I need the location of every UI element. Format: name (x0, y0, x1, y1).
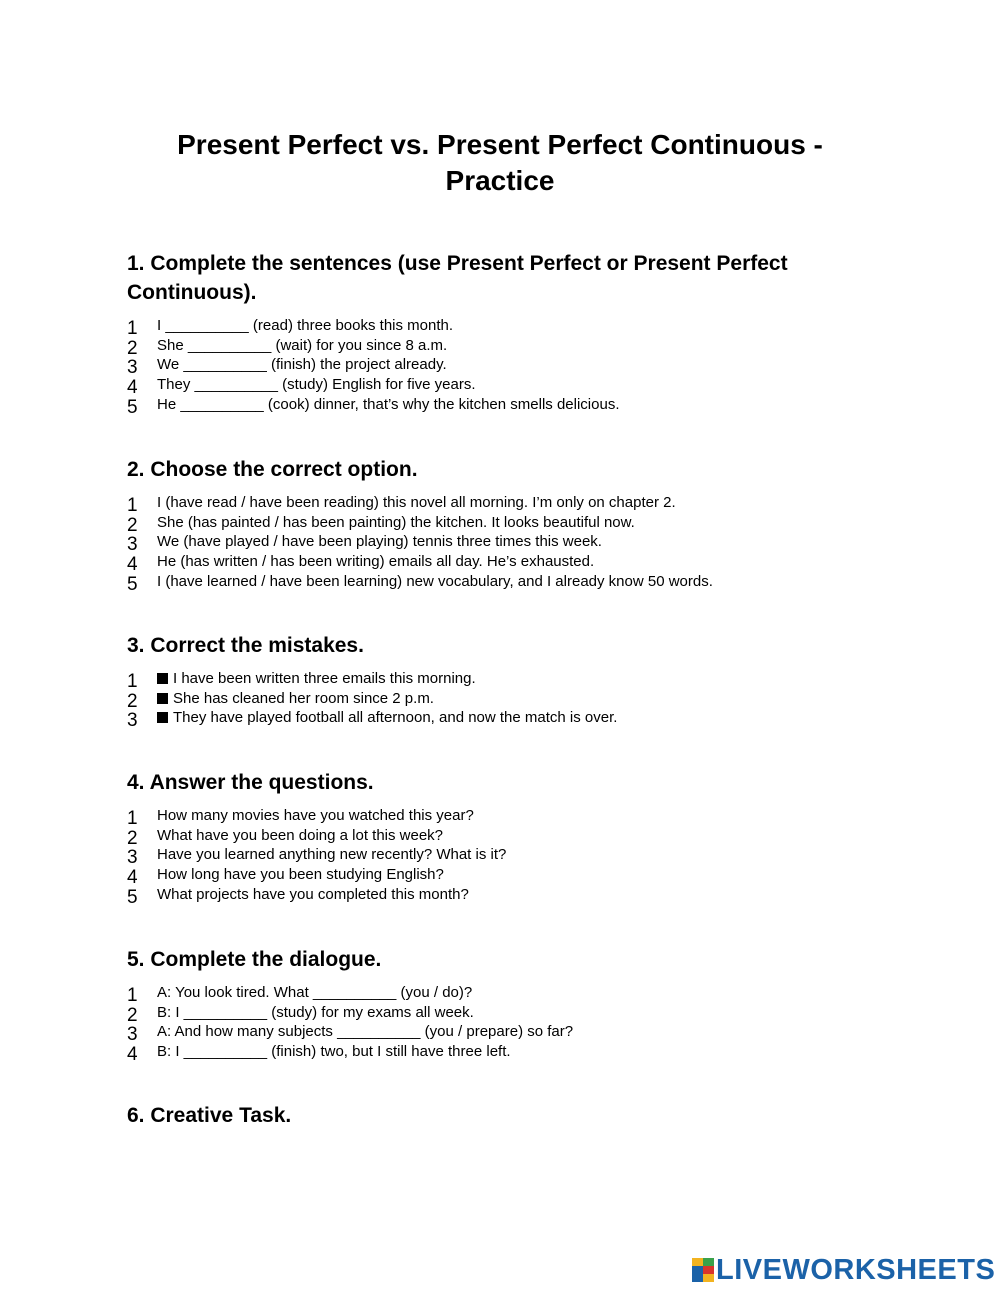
item-text: She has cleaned her room since 2 p.m. (173, 689, 434, 707)
list-item (127, 982, 887, 1006)
item-text: We (have played / have been playing) tennis three times this week. (157, 533, 602, 551)
list-item (127, 354, 887, 379)
item-text: She (has painted / has been painting) the kitchen. It looks beautiful now. (157, 513, 635, 531)
item-text: What projects have you completed this month? (157, 885, 469, 903)
item-text: I have been written three emails this morning. (173, 670, 476, 687)
exercise-list (127, 805, 887, 908)
list-item (127, 1041, 887, 1066)
list-item (127, 512, 887, 536)
list-item (127, 707, 887, 732)
section-heading: 6. Creative Task. (127, 1104, 292, 1127)
item-number: 5 (127, 886, 138, 908)
list-item (127, 668, 887, 692)
list-item (127, 335, 887, 359)
item-text: How long have you been studying English? (157, 866, 444, 884)
item-number: 2 (127, 690, 138, 712)
item-text: B: I __________ (study) for my exams all week. (157, 1003, 474, 1021)
exercise-list (127, 668, 887, 732)
item-text-wrapper (157, 708, 617, 727)
section-creative-task (127, 1101, 887, 1138)
logo-cell (703, 1266, 714, 1274)
list-item (127, 864, 887, 889)
exercise-list (127, 315, 887, 418)
item-number: 2 (127, 1004, 138, 1026)
exercise-list (127, 982, 887, 1066)
logo-cell (703, 1258, 714, 1266)
brand-wordmark: LIVEWORKSHEETS (716, 1254, 996, 1286)
logo-cell (692, 1266, 703, 1274)
section-complete-sentences (127, 249, 887, 418)
item-text: What have you been doing a lot this week? (157, 826, 444, 844)
exercise-list (127, 492, 887, 595)
list-item (127, 825, 887, 849)
section-correct-mistakes (127, 631, 887, 732)
item-text: Have you learned anything new recently? What is it? (157, 846, 507, 864)
list-item (127, 688, 887, 712)
item-text: How many movies have you watched this year? (157, 807, 474, 824)
black-square-icon (157, 712, 168, 723)
item-number: 3 (127, 847, 138, 869)
item-text: I (have read / have been reading) this novel all morning. I’m only on chapter 2. (157, 494, 676, 511)
section-heading: 2. Choose the correct option. (127, 458, 418, 481)
list-item (127, 492, 887, 516)
item-number: 4 (127, 554, 138, 576)
item-number: 4 (127, 867, 138, 889)
item-number: 2 (127, 337, 138, 359)
list-item (127, 1021, 887, 1046)
list-item (127, 394, 887, 418)
section-heading: 1. Complete the sentences (use Present Perfect or Present Perfect Continuous). (127, 252, 788, 304)
item-number: 3 (127, 357, 138, 379)
section-complete-dialogue (127, 945, 887, 1066)
item-text: A: And how many subjects __________ (you / prepare) so far? (157, 1023, 574, 1041)
item-number: 3 (127, 1024, 138, 1046)
item-number: 2 (127, 514, 138, 536)
section-choose-option (127, 455, 887, 595)
item-text: I __________ (read) three books this month. (157, 317, 454, 334)
black-square-icon (157, 693, 168, 704)
item-number: 4 (127, 1044, 138, 1066)
item-number: 5 (127, 396, 138, 418)
list-item (127, 1002, 887, 1026)
section-heading: 3. Correct the mistakes. (127, 634, 364, 657)
list-item (127, 884, 887, 908)
list-item (127, 551, 887, 576)
item-text: She __________ (wait) for you since 8 a.m. (157, 336, 448, 354)
page-title: Present Perfect vs. Present Perfect Continuous - Practice (177, 129, 823, 196)
black-square-icon (157, 673, 168, 684)
item-text: They __________ (study) English for five years. (157, 376, 476, 394)
item-number: 1 (127, 671, 138, 692)
item-number: 1 (127, 495, 138, 516)
liveworksheets-logo-icon (692, 1258, 714, 1282)
item-number: 1 (127, 318, 138, 339)
list-item (127, 571, 887, 595)
item-text: A: You look tired. What __________ (you / do)? (157, 984, 473, 1001)
item-text: They have played football all afternoon, and now the match is over. (173, 709, 618, 727)
item-text: B: I __________ (finish) two, but I still have three left. (157, 1043, 511, 1061)
item-number: 4 (127, 377, 138, 399)
logo-cell (692, 1274, 703, 1282)
item-number: 3 (127, 710, 138, 732)
item-text: We __________ (finish) the project already. (157, 356, 447, 374)
item-text: He (has written / has been writing) emails all day. He’s exhausted. (157, 553, 595, 571)
item-text: I (have learned / have been learning) new vocabulary, and I already know 50 words. (157, 572, 713, 590)
liveworksheets-brand[interactable] (692, 1256, 995, 1284)
item-number: 1 (127, 985, 138, 1006)
section-heading: 5. Complete the dialogue. (127, 948, 382, 971)
list-item (127, 844, 887, 869)
item-text-wrapper (157, 669, 476, 688)
item-text: He __________ (cook) dinner, that’s why the kitchen smells delicious. (157, 395, 620, 413)
item-text-wrapper (157, 689, 434, 708)
list-item (127, 805, 887, 829)
list-item (127, 374, 887, 399)
list-item (127, 531, 887, 556)
section-heading: 4. Answer the questions. (127, 771, 374, 794)
section-answer-questions (127, 768, 887, 908)
list-item (127, 315, 887, 339)
item-number: 1 (127, 808, 138, 829)
item-number: 2 (127, 827, 138, 849)
item-number: 3 (127, 534, 138, 556)
logo-cell (703, 1274, 714, 1282)
logo-cell (692, 1258, 703, 1266)
item-number: 5 (127, 573, 138, 595)
